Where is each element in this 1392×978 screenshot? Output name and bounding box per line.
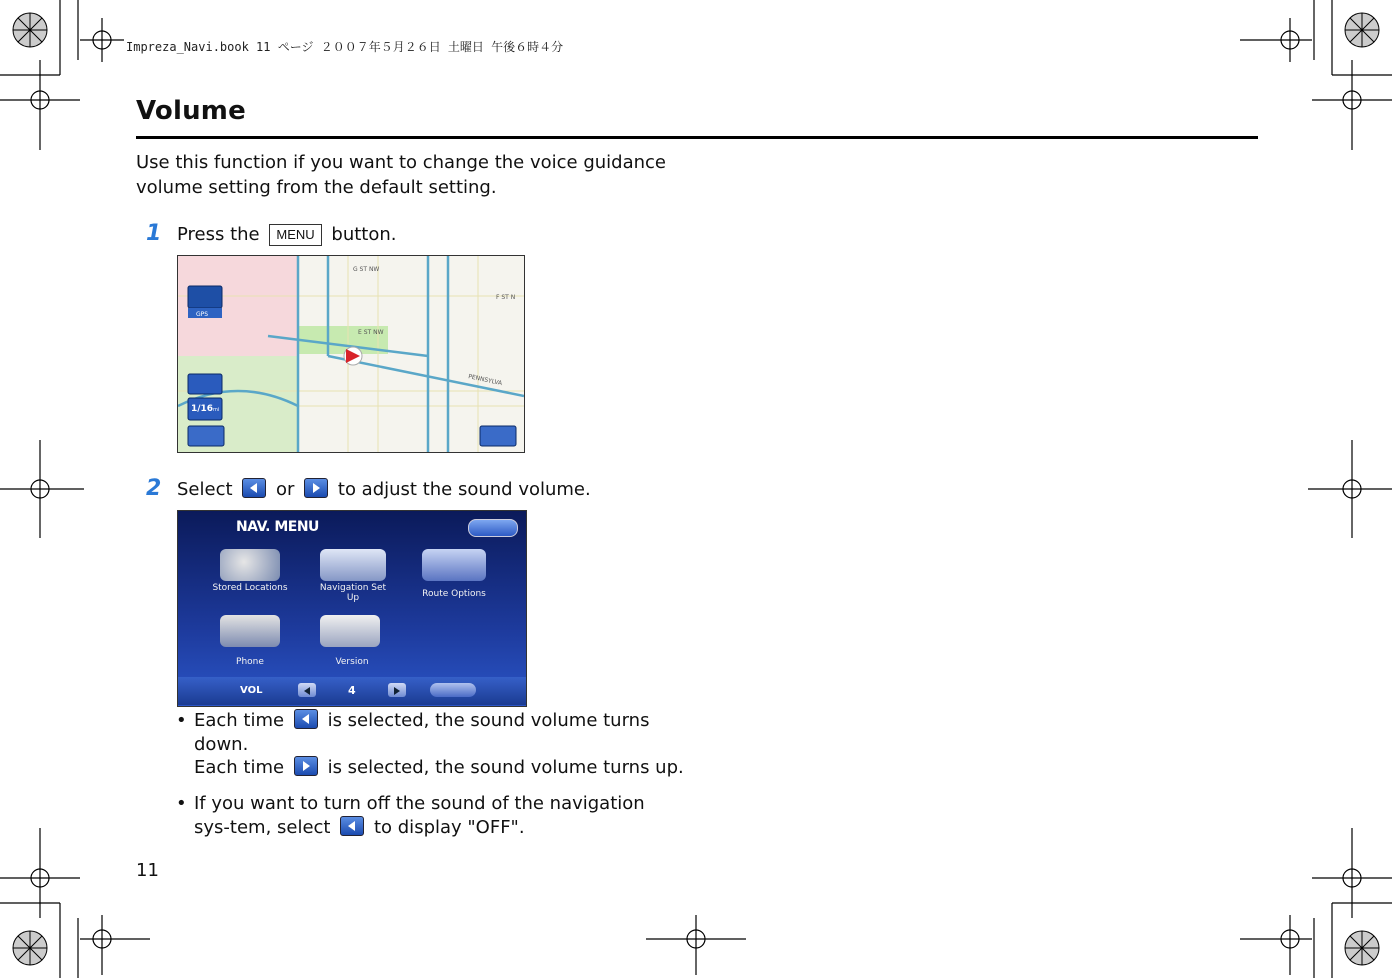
step-1-text	[177, 224, 396, 246]
bullet-1-text	[194, 709, 664, 757]
step-number: 1	[146, 221, 162, 246]
navigation-setup-icon	[320, 549, 386, 581]
street-label: E ST NW	[358, 329, 384, 336]
bullet-1-part4: is selected, the sound volume turns up.	[327, 757, 684, 778]
intro-paragraph: Use this function if you want to change the voice guidance volume setting from the default setting.	[136, 152, 667, 198]
version-icon	[320, 615, 380, 647]
vol-label: VOL	[240, 685, 263, 696]
step-1-after: button.	[331, 224, 397, 245]
volume-down-icon	[340, 816, 364, 836]
step-2-text	[177, 479, 591, 500]
title-rule	[136, 136, 1258, 139]
step-number: 2	[146, 476, 162, 501]
bullet-1-part2: is selected, the sound volume turns down.	[194, 710, 650, 755]
bullet-2-text	[194, 792, 668, 840]
bullet-2-part1: If you want to turn off the sound of the navigation sys-tem, select	[194, 793, 645, 838]
section-title: Volume	[136, 96, 246, 126]
step-2-after: to adjust the sound volume.	[337, 479, 591, 500]
print-header: Impreza_Navi.book 11 ページ ２００７年５月２６日 土曜日 午後６時４分	[126, 40, 564, 54]
volume-down-icon	[242, 478, 266, 498]
map-screenshot	[177, 255, 525, 453]
back-icon	[468, 519, 518, 537]
nav-item-label: Navigation Set Up	[319, 583, 387, 603]
nav-menu-title: NAV. MENU	[236, 519, 319, 535]
volume-up-icon	[304, 478, 328, 498]
vol-up-icon	[388, 683, 406, 697]
step-2-or: or	[276, 479, 295, 500]
volume-bar	[178, 677, 526, 705]
vol-value: 4	[348, 684, 356, 697]
nav-item-label: Stored Locations	[212, 583, 288, 593]
nav-menu-screenshot	[177, 510, 527, 707]
route-options-icon	[422, 549, 486, 581]
street-label: PENNSYLVA	[467, 373, 503, 388]
volume-down-icon	[294, 709, 318, 729]
bullet-2-part2: to display "OFF".	[373, 817, 525, 838]
scale-unit: mi	[213, 407, 220, 413]
nav-item-label: Phone	[236, 657, 264, 667]
gps-label: GPS	[196, 311, 209, 318]
page-number: 11	[136, 860, 159, 881]
stored-locations-icon	[220, 549, 280, 581]
step-1	[146, 221, 161, 246]
step-2-before: Select	[177, 479, 233, 500]
map-image	[178, 256, 524, 452]
speaker-icon	[430, 683, 476, 697]
street-label: F ST N	[496, 294, 516, 301]
volume-up-icon	[294, 756, 318, 776]
nav-item-label: Version	[335, 657, 369, 667]
phone-icon	[220, 615, 280, 647]
bullet-1-part1: Each time	[194, 710, 285, 731]
bullet-1-line2	[194, 756, 684, 780]
step-1-before: Press the	[177, 224, 260, 245]
scale-label: 1/16	[191, 404, 214, 414]
step-2	[146, 476, 161, 501]
bullet-1: •	[176, 710, 187, 731]
street-label: G ST NW	[353, 266, 380, 273]
vol-down-icon	[298, 683, 316, 697]
bullet-1-part3: Each time	[194, 757, 285, 778]
bullet-2: •	[176, 793, 187, 814]
nav-item-label: Route Options	[422, 589, 486, 599]
menu-key: MENU	[269, 224, 321, 246]
